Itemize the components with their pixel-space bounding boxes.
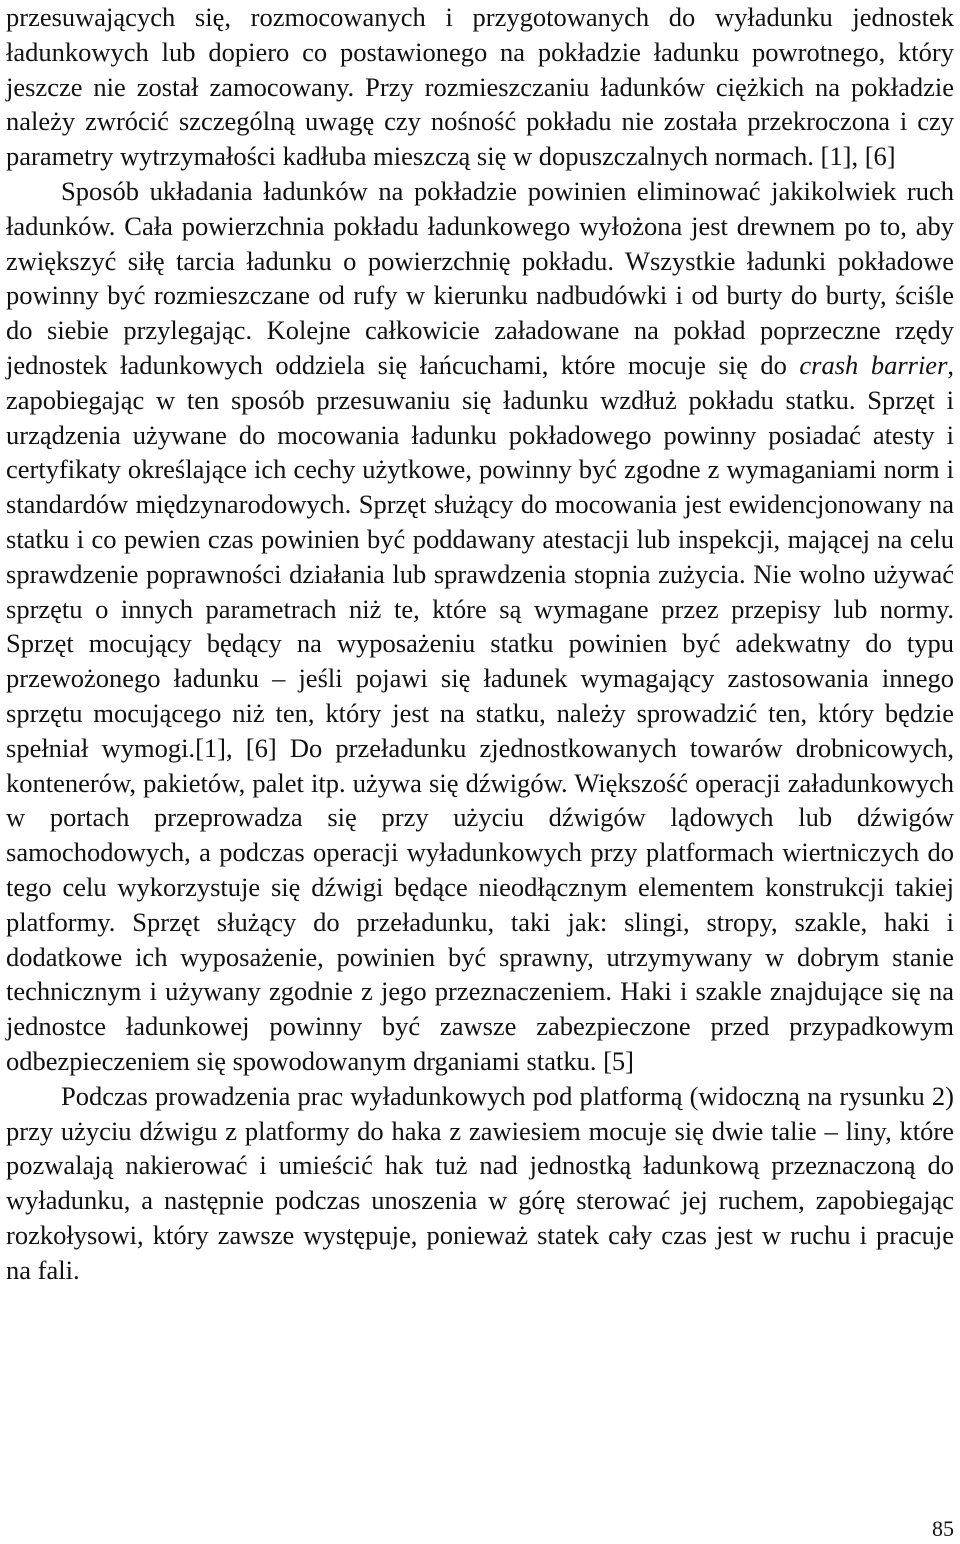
paragraph-3 — [6, 1079, 954, 1288]
paragraph-1-text: przesuwających się, rozmocowanych i przygotowanych do wyładunku jednostek ładunkowych lub dopiero co postawionego na pokładzie ładunku powrotnego, który jeszcze nie został zamocowany. Przy rozmieszczaniu ładunków ciężkich na pokładzie należy zwrócić szczególną uwagę czy nośność pokładu nie została przekroczona i czy parametry wytrzymałości kadłuba mieszczą się w dopuszczalnych normach. [1], [6] — [6, 2, 954, 172]
document-body — [6, 0, 954, 1287]
paragraph-2-text-b: , zapobiegając w ten sposób przesuwaniu się ładunku wzdłuż pokładu statku. Sprzęt i urządzenia używane do mocowania ładunku pokładowego powinny posiadać atesty i certyfikaty określające ich cechy użytkowe, powinny być zgodne z wymaganiami norm i standardów międzynarodowych. Sprzęt służący do mocowania jest ewidencjonowany na statku i co pewien czas powinien być poddawany atestacji lub inspekcji, mającej na celu sprawdzenie poprawności działania lub sprawdzenia stopnia zużycia. Nie wolno używać sprzętu o innych parametrach niż te, które są wymagane przez przepisy lub normy. Sprzęt mocujący będący na wyposażeniu statku powinien być adekwatny do typu przewożonego ładunku – jeśli pojawi się ładunek wymagający zastosowania innego sprzętu mocującego niż ten, który jest na statku, należy sprowadzić ten, który będzie spełniał wymogi.[1], [6] Do przeładunku zjednostkowanych towarów drobnicowych, kontenerów, pakietów, palet itp. używa się dźwigów. Większość operacji załadunkowych w portach przeprowadza się przy użyciu dźwigów lądowych lub dźwigów samochodowych, a podczas operacji wyładunkowych przy platformach wiertniczych do tego celu wykorzystuje się dźwigi będące nieodłącznym elementem konstrukcji takiej platformy. Sprzęt służący do przeładunku, taki jak: slingi, stropy, szakle, haki i dodatkowe ich wyposażenie, powinien być sprawny, utrzymywany w dobrym stanie technicznym i używany zgodnie z jego przeznaczeniem. Haki i szakle znajdujące się na jednostce ładunkowej powinny być zawsze zabezpieczone przed przypadkowym odbezpieczeniem się spowodowanym drganiami statku. [5] — [6, 349, 955, 1076]
paragraph-2 — [6, 174, 954, 1079]
paragraph-2-text-a: Sposób układania ładunków na pokładzie powinien eliminować jakikolwiek ruch ładunków. Cała powierzchnia pokładu ładunkowego wyłożona jest drewnem po to, aby zwiększyć siłę tarcia ładunku o powierzchnię pokładu. Wszystkie ładunki pokładowe powinny być rozmieszczane od rufy w kierunku nadbudówki i od burty do burty, ściśle do siebie przylegając. Kolejne całkowicie załadowane na pokład poprzeczne rzędy jednostek ładunkowych oddziela się łańcuchami, które mocuje się do — [6, 175, 954, 380]
paragraph-3-text: Podczas prowadzenia prac wyładunkowych pod platformą (widoczną na rysunku 2) przy użyciu dźwigu z platformy do haka z zawiesiem mocuje się dwie talie – liny, które pozwalają nakierować i umieścić hak tuż nad jednostką ładunkową przeznaczoną do wyładunku, a następnie podczas unoszenia w górę sterować jej ruchem, zapobiegając rozkołysowi, który zawsze występuje, ponieważ statek cały czas jest w ruchu i pracuje na fali. — [6, 1080, 954, 1285]
paragraph-2-italic-term: crash barrier — [799, 349, 948, 380]
paragraph-1 — [6, 0, 954, 174]
page-number: 85 — [932, 1516, 954, 1541]
